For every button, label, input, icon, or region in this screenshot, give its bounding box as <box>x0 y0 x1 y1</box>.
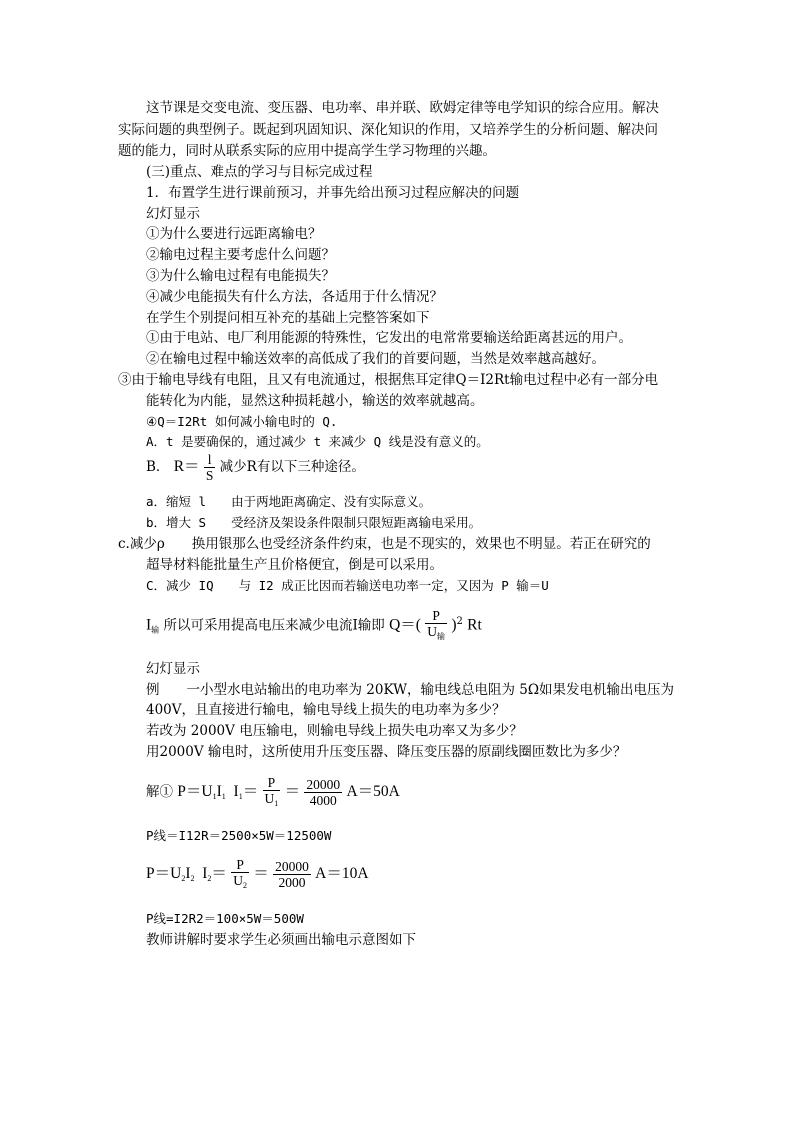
fraction-numerator: 20000 <box>306 777 341 792</box>
current-symbol: I <box>185 865 191 882</box>
subscript: 1 <box>221 792 226 801</box>
power-loss-1: P线＝I12R＝2500×5W＝12500W <box>146 828 332 843</box>
question-3: ③为什么输电过程有电能损失？ <box>146 268 335 284</box>
subscript: 1 <box>238 792 243 801</box>
resistance-formula-lhs: R＝ <box>173 458 200 475</box>
subscript: 2 <box>181 874 186 883</box>
fraction-denominator <box>263 791 281 811</box>
intro-line-3: 题的能力，同时从联系实际的应用中提高学生学习物理的兴趣。 <box>118 143 496 159</box>
fraction-numerator: 20000 <box>275 859 309 874</box>
option-c-line-1: c.减少ρ 换用银那么也受经济条件约束，也是不现实的，效果也不明显。若正在研究的 <box>118 536 651 552</box>
fraction-values <box>273 859 311 890</box>
option-C: C．减少 IQ 与 I2 成正比因而若输送电功率一定，又因为 P 输＝U <box>146 578 549 593</box>
fraction-denominator: S <box>205 468 214 483</box>
slide-label-2: 幻灯显示 <box>146 661 200 677</box>
answer-1: ①由于电站、电厂利用能源的特殊性，它发出的电常常要输送给距离甚远的用户。 <box>146 330 632 346</box>
answer-3-line-2: 能转化为内能，显然这种损耗越小，输送的效率就越高。 <box>146 393 484 409</box>
voltage-subscript: 输 <box>437 632 446 641</box>
answer-4: ④Q＝I2Rt 如何减小输电时的 Q. <box>146 414 338 429</box>
solution-1 <box>146 772 400 817</box>
question-4: ④减少电能损失有什么方法，各适用于什么情况？ <box>146 289 443 305</box>
answer-intro: 在学生个别提问相互补充的基础上完整答案如下 <box>146 310 430 326</box>
fraction-denominator: 4000 <box>309 793 337 808</box>
subscript: 2 <box>207 874 212 883</box>
subscript: 1 <box>212 792 217 801</box>
equals-sign: ＝ <box>253 865 269 882</box>
power-voltage-fraction <box>425 608 447 644</box>
equals-sign: ＝ <box>242 783 259 800</box>
current-symbol: I <box>202 865 208 882</box>
voltage-symbol: U <box>233 872 243 888</box>
fraction-denominator: 2000 <box>278 875 306 890</box>
fraction-numerator: l <box>204 452 216 468</box>
fraction-denominator <box>231 873 249 893</box>
power-lhs: P＝U <box>177 783 213 800</box>
solution-label: 解① <box>146 784 173 800</box>
example-line-3: 若改为 2000V 电压输电，则输电导线上损失电功率又为多少？ <box>146 723 523 739</box>
example-line-2: 400V，且直接进行输电，输电导线上损失的电功率为多少？ <box>146 702 506 718</box>
fraction-denominator <box>425 624 447 644</box>
subscript: 1 <box>274 798 279 808</box>
option-C-formula <box>146 604 482 649</box>
example-line-1: 例 一小型水电站输出的电功率为 20KW，输电线总电阻为 5Ω如果发电机输出电压为 <box>146 682 675 698</box>
fraction-p-over-u <box>231 857 249 893</box>
option-B <box>146 452 365 483</box>
fraction-values <box>304 777 342 808</box>
intro-line-1: 这节课是交变电流、变压器、电功率、串并联、欧姆定律等电学知识的综合应用。解决 <box>146 100 659 116</box>
power-exponent: 2 <box>456 616 463 627</box>
heat-formula-rt: Rt <box>467 616 482 634</box>
step-1: 1．布置学生进行课前预习，并事先给出预习过程应解决的问题 <box>146 185 520 201</box>
heat-formula-lhs: Q＝( <box>389 616 421 634</box>
solution-2 <box>146 854 369 899</box>
section-heading: (三)重点、难点的学习与目标完成过程 <box>146 164 373 180</box>
option-B-prefix: B． <box>146 459 170 475</box>
intro-line-2: 实际问题的典型例子。既起到巩固知识、深化知识的作用，又培养学生的分析问题、解决问 <box>118 122 658 138</box>
result: A＝50A <box>346 783 400 800</box>
subscript: 2 <box>242 880 247 890</box>
power-formula <box>146 865 227 882</box>
resistance-fraction <box>204 452 216 483</box>
equals-sign: ＝ <box>284 783 301 800</box>
fraction-numerator: P <box>263 775 281 791</box>
current-symbol: I <box>146 616 152 634</box>
fraction-p-over-u <box>263 775 281 811</box>
power-loss-2: P线=I2R2＝100×5W＝500W <box>146 911 304 926</box>
option-a: a．缩短 l 由于两地距离确定、没有实际意义。 <box>146 494 432 509</box>
result: A＝10A <box>315 865 369 882</box>
current-subscript: 输 <box>151 625 160 635</box>
fraction-numerator: P <box>425 608 447 624</box>
option-C-text: 所以可采用提高电压来减少电流I输即 <box>163 617 385 634</box>
teacher-note: 教师讲解时要求学生必须画出输电示意图如下 <box>146 932 416 948</box>
equals-sign: ＝ <box>211 865 227 882</box>
option-A: A．t 是要确保的，通过减少 t 来减少 Q 线是没有意义的。 <box>146 434 489 449</box>
option-c-line-2: 超导材料能批量生产且价格便宜，倒是可以采用。 <box>146 557 443 573</box>
voltage-symbol: U <box>264 790 275 806</box>
current-symbol: I <box>233 783 239 800</box>
power-formula <box>177 783 258 800</box>
option-B-text: 减少R有以下三种途径。 <box>219 459 365 475</box>
fraction-numerator: P <box>231 857 249 873</box>
option-b: b．增大 S 受经济及架设条件限制只限短距离输电采用。 <box>146 515 482 530</box>
voltage-symbol: U <box>427 624 438 639</box>
question-1: ①为什么要进行远距离输电？ <box>146 226 322 242</box>
heat-formula-close: ) <box>451 616 457 634</box>
answer-3-line-1: ③由于输电导线有电阻，且又有电流通过，根据焦耳定律Q＝I2Rt输电过程中必有一部分电 <box>118 372 659 388</box>
question-2: ②输电过程主要考虑什么问题？ <box>146 247 335 263</box>
current-symbol: I <box>216 783 222 800</box>
example-line-4: 用2000V 输电时，这所使用升压变压器、降压变压器的原副线圈匝数比为多少？ <box>146 744 627 760</box>
subscript: 2 <box>190 874 195 883</box>
slide-label-1: 幻灯显示 <box>146 206 200 222</box>
answer-2: ②在输电过程中输送效率的高低成了我们的首要问题，当然是效率越高越好。 <box>146 351 605 367</box>
power-lhs: P＝U <box>146 865 182 882</box>
